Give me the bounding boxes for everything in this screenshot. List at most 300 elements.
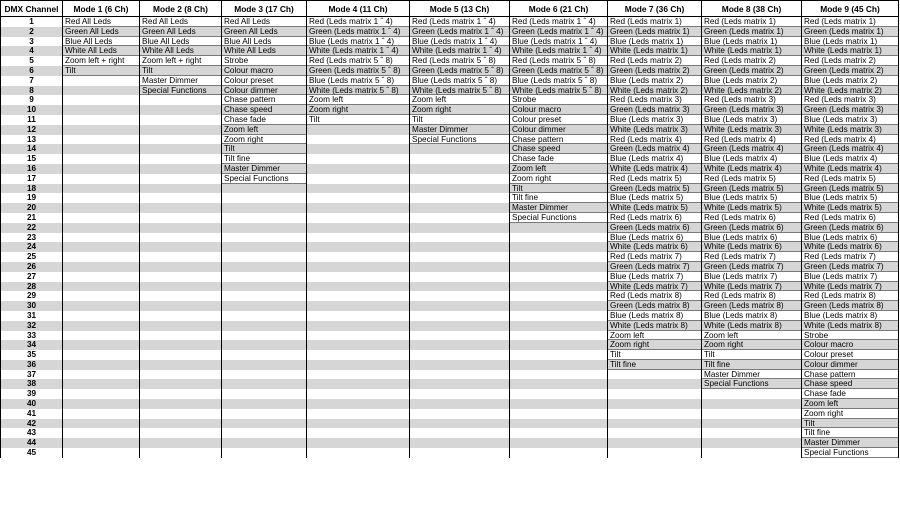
- mode-8-cell[interactable]: [702, 448, 802, 458]
- mode-7-cell[interactable]: Red (Leds matrix 7): [608, 252, 702, 262]
- mode-5-cell[interactable]: [410, 262, 510, 272]
- mode-5-cell[interactable]: [410, 428, 510, 438]
- mode-7-cell[interactable]: Green (Leds matrix 3): [608, 105, 702, 115]
- dmx-channel-cell[interactable]: 5: [1, 56, 63, 66]
- mode-4-cell[interactable]: [307, 350, 410, 360]
- mode-6-cell[interactable]: [510, 340, 608, 350]
- dmx-channel-cell[interactable]: 15: [1, 154, 63, 164]
- mode-1-cell[interactable]: [63, 419, 140, 429]
- mode-7-cell[interactable]: White (Leds matrix 5): [608, 203, 702, 213]
- mode-4-cell[interactable]: [307, 438, 410, 448]
- mode-6-cell[interactable]: [510, 448, 608, 458]
- mode-9-cell[interactable]: Colour macro: [802, 340, 899, 350]
- mode-1-cell[interactable]: [63, 428, 140, 438]
- mode-8-cell[interactable]: Blue (Leds matrix 2): [702, 76, 802, 86]
- mode-3-cell[interactable]: [222, 272, 307, 282]
- mode-4-cell[interactable]: [307, 379, 410, 389]
- mode-3-cell[interactable]: [222, 262, 307, 272]
- mode-3-cell[interactable]: [222, 448, 307, 458]
- mode-7-cell[interactable]: [608, 409, 702, 419]
- mode-3-cell[interactable]: [222, 321, 307, 331]
- mode-9-cell[interactable]: Blue (Leds matrix 6): [802, 233, 899, 243]
- dmx-channel-cell[interactable]: 9: [1, 95, 63, 105]
- dmx-channel-cell[interactable]: 12: [1, 125, 63, 135]
- mode-3-cell[interactable]: [222, 193, 307, 203]
- mode-6-cell[interactable]: Chase pattern: [510, 135, 608, 145]
- mode-9-cell[interactable]: Red (Leds matrix 6): [802, 213, 899, 223]
- mode-4-cell[interactable]: [307, 311, 410, 321]
- mode-4-cell[interactable]: Red (Leds matrix 1 ˆ 4): [307, 17, 410, 27]
- mode-7-cell[interactable]: Blue (Leds matrix 1): [608, 37, 702, 47]
- mode-4-cell[interactable]: [307, 448, 410, 458]
- mode-3-cell[interactable]: Red All Leds: [222, 17, 307, 27]
- mode-1-cell[interactable]: [63, 409, 140, 419]
- mode-1-cell[interactable]: [63, 95, 140, 105]
- mode-9-cell[interactable]: Green (Leds matrix 7): [802, 262, 899, 272]
- mode-4-cell[interactable]: Blue (Leds matrix 1 ˆ 4): [307, 37, 410, 47]
- mode-1-cell[interactable]: Tilt: [63, 66, 140, 76]
- mode-9-cell[interactable]: Red (Leds matrix 4): [802, 135, 899, 145]
- header-mode-4[interactable]: Mode 4 (11 Ch): [307, 1, 410, 17]
- mode-3-cell[interactable]: [222, 428, 307, 438]
- mode-4-cell[interactable]: [307, 125, 410, 135]
- mode-1-cell[interactable]: [63, 379, 140, 389]
- mode-6-cell[interactable]: [510, 301, 608, 311]
- mode-2-cell[interactable]: Red All Leds: [140, 17, 222, 27]
- mode-4-cell[interactable]: [307, 262, 410, 272]
- header-mode-6[interactable]: Mode 6 (21 Ch): [510, 1, 608, 17]
- mode-7-cell[interactable]: Red (Leds matrix 5): [608, 174, 702, 184]
- mode-5-cell[interactable]: Special Functions: [410, 135, 510, 145]
- mode-2-cell[interactable]: Tilt: [140, 66, 222, 76]
- header-dmx-channel[interactable]: DMX Channel: [1, 1, 63, 17]
- mode-2-cell[interactable]: [140, 321, 222, 331]
- mode-4-cell[interactable]: Green (Leds matrix 5 ˆ 8): [307, 66, 410, 76]
- mode-8-cell[interactable]: Red (Leds matrix 7): [702, 252, 802, 262]
- mode-9-cell[interactable]: Colour dimmer: [802, 360, 899, 370]
- mode-5-cell[interactable]: [410, 242, 510, 252]
- mode-7-cell[interactable]: [608, 428, 702, 438]
- header-mode-3[interactable]: Mode 3 (17 Ch): [222, 1, 307, 17]
- mode-1-cell[interactable]: [63, 203, 140, 213]
- dmx-channel-cell[interactable]: 30: [1, 301, 63, 311]
- mode-7-cell[interactable]: Red (Leds matrix 2): [608, 56, 702, 66]
- mode-3-cell[interactable]: Tilt: [222, 144, 307, 154]
- mode-5-cell[interactable]: Red (Leds matrix 1 ˆ 4): [410, 17, 510, 27]
- mode-7-cell[interactable]: Blue (Leds matrix 2): [608, 76, 702, 86]
- mode-5-cell[interactable]: [410, 282, 510, 292]
- mode-7-cell[interactable]: Red (Leds matrix 3): [608, 95, 702, 105]
- mode-4-cell[interactable]: [307, 252, 410, 262]
- mode-2-cell[interactable]: [140, 174, 222, 184]
- mode-8-cell[interactable]: Blue (Leds matrix 1): [702, 37, 802, 47]
- mode-5-cell[interactable]: [410, 184, 510, 194]
- mode-6-cell[interactable]: Strobe: [510, 95, 608, 105]
- mode-7-cell[interactable]: Blue (Leds matrix 6): [608, 233, 702, 243]
- mode-8-cell[interactable]: Blue (Leds matrix 6): [702, 233, 802, 243]
- mode-1-cell[interactable]: [63, 86, 140, 96]
- mode-9-cell[interactable]: Chase fade: [802, 389, 899, 399]
- mode-7-cell[interactable]: [608, 379, 702, 389]
- mode-9-cell[interactable]: Tilt fine: [802, 428, 899, 438]
- dmx-channel-cell[interactable]: 18: [1, 184, 63, 194]
- mode-8-cell[interactable]: Red (Leds matrix 4): [702, 135, 802, 145]
- dmx-channel-cell[interactable]: 33: [1, 331, 63, 341]
- mode-4-cell[interactable]: [307, 360, 410, 370]
- mode-6-cell[interactable]: Blue (Leds matrix 1 ˆ 4): [510, 37, 608, 47]
- dmx-channel-cell[interactable]: 25: [1, 252, 63, 262]
- mode-9-cell[interactable]: White (Leds matrix 8): [802, 321, 899, 331]
- mode-4-cell[interactable]: Blue (Leds matrix 5 ˆ 8): [307, 76, 410, 86]
- mode-4-cell[interactable]: Zoom left: [307, 95, 410, 105]
- mode-2-cell[interactable]: [140, 448, 222, 458]
- dmx-channel-cell[interactable]: 37: [1, 370, 63, 380]
- mode-5-cell[interactable]: White (Leds matrix 5 ˆ 8): [410, 86, 510, 96]
- mode-4-cell[interactable]: [307, 272, 410, 282]
- mode-9-cell[interactable]: Blue (Leds matrix 3): [802, 115, 899, 125]
- mode-4-cell[interactable]: [307, 340, 410, 350]
- mode-6-cell[interactable]: [510, 438, 608, 448]
- mode-8-cell[interactable]: White (Leds matrix 2): [702, 86, 802, 96]
- mode-6-cell[interactable]: [510, 321, 608, 331]
- dmx-channel-cell[interactable]: 42: [1, 419, 63, 429]
- mode-5-cell[interactable]: [410, 144, 510, 154]
- mode-1-cell[interactable]: [63, 282, 140, 292]
- mode-1-cell[interactable]: [63, 438, 140, 448]
- mode-8-cell[interactable]: Blue (Leds matrix 8): [702, 311, 802, 321]
- mode-3-cell[interactable]: Zoom right: [222, 135, 307, 145]
- mode-8-cell[interactable]: [702, 409, 802, 419]
- mode-5-cell[interactable]: [410, 419, 510, 429]
- mode-5-cell[interactable]: Zoom right: [410, 105, 510, 115]
- mode-1-cell[interactable]: Zoom left + right: [63, 56, 140, 66]
- mode-6-cell[interactable]: Green (Leds matrix 5 ˆ 8): [510, 66, 608, 76]
- mode-3-cell[interactable]: Zoom left: [222, 125, 307, 135]
- mode-2-cell[interactable]: [140, 125, 222, 135]
- mode-6-cell[interactable]: [510, 409, 608, 419]
- mode-1-cell[interactable]: [63, 360, 140, 370]
- mode-8-cell[interactable]: Red (Leds matrix 3): [702, 95, 802, 105]
- dmx-channel-cell[interactable]: 29: [1, 291, 63, 301]
- mode-9-cell[interactable]: Green (Leds matrix 1): [802, 27, 899, 37]
- mode-7-cell[interactable]: White (Leds matrix 6): [608, 242, 702, 252]
- mode-2-cell[interactable]: [140, 282, 222, 292]
- mode-3-cell[interactable]: [222, 301, 307, 311]
- mode-3-cell[interactable]: [222, 370, 307, 380]
- mode-5-cell[interactable]: [410, 193, 510, 203]
- mode-2-cell[interactable]: [140, 331, 222, 341]
- mode-9-cell[interactable]: White (Leds matrix 6): [802, 242, 899, 252]
- mode-5-cell[interactable]: [410, 203, 510, 213]
- mode-3-cell[interactable]: Master Dimmer: [222, 164, 307, 174]
- dmx-channel-cell[interactable]: 22: [1, 223, 63, 233]
- mode-7-cell[interactable]: Green (Leds matrix 4): [608, 144, 702, 154]
- mode-5-cell[interactable]: Zoom left: [410, 95, 510, 105]
- mode-4-cell[interactable]: [307, 135, 410, 145]
- mode-2-cell[interactable]: [140, 115, 222, 125]
- mode-4-cell[interactable]: [307, 223, 410, 233]
- mode-1-cell[interactable]: [63, 223, 140, 233]
- mode-5-cell[interactable]: [410, 233, 510, 243]
- mode-4-cell[interactable]: [307, 154, 410, 164]
- mode-6-cell[interactable]: White (Leds matrix 1 ˆ 4): [510, 46, 608, 56]
- mode-8-cell[interactable]: White (Leds matrix 6): [702, 242, 802, 252]
- dmx-channel-cell[interactable]: 34: [1, 340, 63, 350]
- mode-2-cell[interactable]: [140, 233, 222, 243]
- mode-6-cell[interactable]: Red (Leds matrix 5 ˆ 8): [510, 56, 608, 66]
- mode-1-cell[interactable]: Blue All Leds: [63, 37, 140, 47]
- mode-2-cell[interactable]: [140, 95, 222, 105]
- mode-3-cell[interactable]: Colour dimmer: [222, 86, 307, 96]
- dmx-channel-cell[interactable]: 45: [1, 448, 63, 458]
- mode-7-cell[interactable]: [608, 370, 702, 380]
- mode-2-cell[interactable]: Zoom left + right: [140, 56, 222, 66]
- mode-1-cell[interactable]: [63, 301, 140, 311]
- mode-3-cell[interactable]: Green All Leds: [222, 27, 307, 37]
- mode-1-cell[interactable]: [63, 164, 140, 174]
- mode-6-cell[interactable]: Colour dimmer: [510, 125, 608, 135]
- mode-5-cell[interactable]: [410, 252, 510, 262]
- dmx-channel-cell[interactable]: 4: [1, 46, 63, 56]
- mode-1-cell[interactable]: [63, 135, 140, 145]
- mode-2-cell[interactable]: [140, 301, 222, 311]
- mode-9-cell[interactable]: Zoom left: [802, 399, 899, 409]
- mode-9-cell[interactable]: Red (Leds matrix 3): [802, 95, 899, 105]
- mode-8-cell[interactable]: Red (Leds matrix 8): [702, 291, 802, 301]
- mode-7-cell[interactable]: Blue (Leds matrix 4): [608, 154, 702, 164]
- dmx-channel-cell[interactable]: 36: [1, 360, 63, 370]
- mode-9-cell[interactable]: Blue (Leds matrix 5): [802, 193, 899, 203]
- mode-6-cell[interactable]: [510, 331, 608, 341]
- mode-8-cell[interactable]: White (Leds matrix 8): [702, 321, 802, 331]
- mode-8-cell[interactable]: Red (Leds matrix 2): [702, 56, 802, 66]
- mode-6-cell[interactable]: [510, 233, 608, 243]
- mode-5-cell[interactable]: [410, 360, 510, 370]
- mode-6-cell[interactable]: Colour macro: [510, 105, 608, 115]
- mode-1-cell[interactable]: [63, 272, 140, 282]
- mode-4-cell[interactable]: [307, 174, 410, 184]
- mode-4-cell[interactable]: [307, 419, 410, 429]
- mode-6-cell[interactable]: Tilt fine: [510, 193, 608, 203]
- mode-8-cell[interactable]: Tilt: [702, 350, 802, 360]
- mode-3-cell[interactable]: [222, 223, 307, 233]
- mode-7-cell[interactable]: Green (Leds matrix 8): [608, 301, 702, 311]
- header-mode-8[interactable]: Mode 8 (38 Ch): [702, 1, 802, 17]
- mode-4-cell[interactable]: White (Leds matrix 5 ˆ 8): [307, 86, 410, 96]
- mode-5-cell[interactable]: [410, 409, 510, 419]
- mode-9-cell[interactable]: Tilt: [802, 419, 899, 429]
- mode-8-cell[interactable]: [702, 389, 802, 399]
- mode-2-cell[interactable]: [140, 252, 222, 262]
- mode-7-cell[interactable]: Green (Leds matrix 5): [608, 184, 702, 194]
- mode-5-cell[interactable]: Blue (Leds matrix 1 ˆ 4): [410, 37, 510, 47]
- header-mode-7[interactable]: Mode 7 (36 Ch): [608, 1, 702, 17]
- mode-7-cell[interactable]: Zoom right: [608, 340, 702, 350]
- mode-2-cell[interactable]: [140, 203, 222, 213]
- mode-8-cell[interactable]: White (Leds matrix 1): [702, 46, 802, 56]
- mode-3-cell[interactable]: [222, 252, 307, 262]
- mode-5-cell[interactable]: [410, 340, 510, 350]
- mode-2-cell[interactable]: [140, 360, 222, 370]
- mode-7-cell[interactable]: Tilt fine: [608, 360, 702, 370]
- mode-6-cell[interactable]: [510, 272, 608, 282]
- mode-9-cell[interactable]: Blue (Leds matrix 1): [802, 37, 899, 47]
- mode-8-cell[interactable]: White (Leds matrix 3): [702, 125, 802, 135]
- mode-5-cell[interactable]: [410, 272, 510, 282]
- mode-1-cell[interactable]: [63, 213, 140, 223]
- mode-6-cell[interactable]: [510, 428, 608, 438]
- mode-7-cell[interactable]: Zoom left: [608, 331, 702, 341]
- dmx-channel-cell[interactable]: 21: [1, 213, 63, 223]
- mode-5-cell[interactable]: [410, 311, 510, 321]
- mode-6-cell[interactable]: [510, 291, 608, 301]
- mode-5-cell[interactable]: [410, 350, 510, 360]
- mode-9-cell[interactable]: Green (Leds matrix 4): [802, 144, 899, 154]
- mode-8-cell[interactable]: Special Functions: [702, 379, 802, 389]
- mode-6-cell[interactable]: Green (Leds matrix 1 ˆ 4): [510, 27, 608, 37]
- mode-9-cell[interactable]: Chase pattern: [802, 370, 899, 380]
- mode-1-cell[interactable]: [63, 389, 140, 399]
- mode-7-cell[interactable]: White (Leds matrix 7): [608, 282, 702, 292]
- mode-9-cell[interactable]: Green (Leds matrix 2): [802, 66, 899, 76]
- mode-1-cell[interactable]: [63, 184, 140, 194]
- mode-5-cell[interactable]: [410, 154, 510, 164]
- dmx-channel-cell[interactable]: 39: [1, 389, 63, 399]
- mode-1-cell[interactable]: [63, 321, 140, 331]
- mode-2-cell[interactable]: [140, 213, 222, 223]
- dmx-channel-cell[interactable]: 24: [1, 242, 63, 252]
- mode-8-cell[interactable]: Blue (Leds matrix 3): [702, 115, 802, 125]
- dmx-channel-cell[interactable]: 3: [1, 37, 63, 47]
- dmx-channel-cell[interactable]: 6: [1, 66, 63, 76]
- mode-4-cell[interactable]: [307, 184, 410, 194]
- mode-8-cell[interactable]: Red (Leds matrix 5): [702, 174, 802, 184]
- mode-3-cell[interactable]: Special Functions: [222, 174, 307, 184]
- dmx-channel-cell[interactable]: 14: [1, 144, 63, 154]
- mode-5-cell[interactable]: [410, 399, 510, 409]
- mode-7-cell[interactable]: Blue (Leds matrix 7): [608, 272, 702, 282]
- mode-1-cell[interactable]: [63, 311, 140, 321]
- mode-5-cell[interactable]: Green (Leds matrix 5 ˆ 8): [410, 66, 510, 76]
- mode-5-cell[interactable]: [410, 213, 510, 223]
- mode-1-cell[interactable]: [63, 252, 140, 262]
- mode-5-cell[interactable]: Tilt: [410, 115, 510, 125]
- dmx-channel-cell[interactable]: 23: [1, 233, 63, 243]
- mode-2-cell[interactable]: [140, 144, 222, 154]
- mode-1-cell[interactable]: [63, 115, 140, 125]
- mode-6-cell[interactable]: [510, 223, 608, 233]
- mode-1-cell[interactable]: [63, 370, 140, 380]
- mode-4-cell[interactable]: [307, 389, 410, 399]
- mode-9-cell[interactable]: Green (Leds matrix 3): [802, 105, 899, 115]
- mode-7-cell[interactable]: Blue (Leds matrix 3): [608, 115, 702, 125]
- mode-2-cell[interactable]: [140, 262, 222, 272]
- mode-6-cell[interactable]: [510, 389, 608, 399]
- mode-5-cell[interactable]: [410, 379, 510, 389]
- mode-7-cell[interactable]: [608, 448, 702, 458]
- header-mode-9[interactable]: Mode 9 (45 Ch): [802, 1, 899, 17]
- mode-1-cell[interactable]: [63, 105, 140, 115]
- mode-9-cell[interactable]: White (Leds matrix 3): [802, 125, 899, 135]
- mode-4-cell[interactable]: [307, 203, 410, 213]
- mode-1-cell[interactable]: [63, 448, 140, 458]
- mode-2-cell[interactable]: [140, 135, 222, 145]
- mode-3-cell[interactable]: [222, 184, 307, 194]
- mode-6-cell[interactable]: Colour preset: [510, 115, 608, 125]
- mode-9-cell[interactable]: White (Leds matrix 2): [802, 86, 899, 96]
- mode-4-cell[interactable]: White (Leds matrix 1 ˆ 4): [307, 46, 410, 56]
- header-mode-1[interactable]: Mode 1 (6 Ch): [63, 1, 140, 17]
- mode-4-cell[interactable]: [307, 233, 410, 243]
- mode-3-cell[interactable]: [222, 282, 307, 292]
- mode-6-cell[interactable]: [510, 262, 608, 272]
- mode-8-cell[interactable]: [702, 438, 802, 448]
- mode-9-cell[interactable]: Green (Leds matrix 5): [802, 184, 899, 194]
- mode-5-cell[interactable]: [410, 370, 510, 380]
- mode-8-cell[interactable]: Green (Leds matrix 4): [702, 144, 802, 154]
- mode-9-cell[interactable]: Master Dimmer: [802, 438, 899, 448]
- dmx-channel-cell[interactable]: 44: [1, 438, 63, 448]
- mode-9-cell[interactable]: Blue (Leds matrix 8): [802, 311, 899, 321]
- mode-1-cell[interactable]: White All Leds: [63, 46, 140, 56]
- mode-7-cell[interactable]: Tilt: [608, 350, 702, 360]
- mode-4-cell[interactable]: Red (Leds matrix 5 ˆ 8): [307, 56, 410, 66]
- mode-7-cell[interactable]: White (Leds matrix 3): [608, 125, 702, 135]
- mode-9-cell[interactable]: Red (Leds matrix 2): [802, 56, 899, 66]
- mode-4-cell[interactable]: [307, 144, 410, 154]
- mode-8-cell[interactable]: Zoom left: [702, 331, 802, 341]
- mode-6-cell[interactable]: [510, 370, 608, 380]
- mode-9-cell[interactable]: Red (Leds matrix 1): [802, 17, 899, 27]
- mode-2-cell[interactable]: [140, 164, 222, 174]
- mode-6-cell[interactable]: [510, 282, 608, 292]
- mode-8-cell[interactable]: Blue (Leds matrix 4): [702, 154, 802, 164]
- mode-9-cell[interactable]: White (Leds matrix 1): [802, 46, 899, 56]
- mode-2-cell[interactable]: [140, 370, 222, 380]
- mode-1-cell[interactable]: [63, 144, 140, 154]
- mode-1-cell[interactable]: [63, 340, 140, 350]
- mode-2-cell[interactable]: Blue All Leds: [140, 37, 222, 47]
- mode-2-cell[interactable]: [140, 311, 222, 321]
- mode-2-cell[interactable]: [140, 389, 222, 399]
- mode-7-cell[interactable]: Blue (Leds matrix 8): [608, 311, 702, 321]
- mode-3-cell[interactable]: [222, 438, 307, 448]
- mode-1-cell[interactable]: [63, 331, 140, 341]
- dmx-channel-cell[interactable]: 43: [1, 428, 63, 438]
- mode-7-cell[interactable]: [608, 419, 702, 429]
- mode-2-cell[interactable]: [140, 154, 222, 164]
- mode-3-cell[interactable]: [222, 409, 307, 419]
- mode-2-cell[interactable]: [140, 184, 222, 194]
- mode-3-cell[interactable]: White All Leds: [222, 46, 307, 56]
- mode-3-cell[interactable]: [222, 203, 307, 213]
- mode-7-cell[interactable]: [608, 438, 702, 448]
- mode-7-cell[interactable]: Green (Leds matrix 2): [608, 66, 702, 76]
- mode-3-cell[interactable]: [222, 419, 307, 429]
- mode-6-cell[interactable]: Master Dimmer: [510, 203, 608, 213]
- mode-5-cell[interactable]: [410, 223, 510, 233]
- mode-7-cell[interactable]: Green (Leds matrix 7): [608, 262, 702, 272]
- dmx-channel-cell[interactable]: 11: [1, 115, 63, 125]
- mode-4-cell[interactable]: [307, 164, 410, 174]
- mode-6-cell[interactable]: Chase fade: [510, 154, 608, 164]
- mode-6-cell[interactable]: [510, 399, 608, 409]
- mode-8-cell[interactable]: Green (Leds matrix 3): [702, 105, 802, 115]
- mode-8-cell[interactable]: Green (Leds matrix 2): [702, 66, 802, 76]
- mode-6-cell[interactable]: Chase speed: [510, 144, 608, 154]
- mode-4-cell[interactable]: [307, 213, 410, 223]
- mode-9-cell[interactable]: White (Leds matrix 4): [802, 164, 899, 174]
